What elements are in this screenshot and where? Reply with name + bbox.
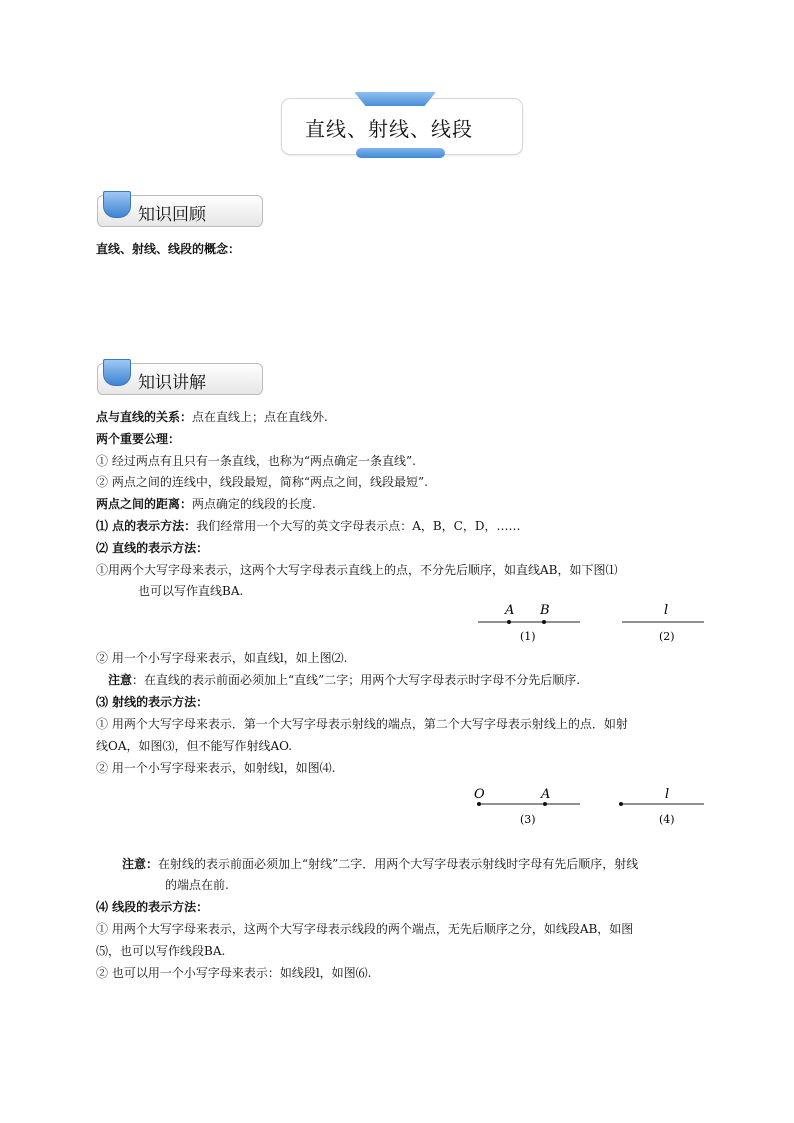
label-l: l bbox=[665, 787, 670, 802]
segment-repr-1: ① 用两个大写字母来表示，这两个大写字母表示线段的两个端点，无先后顺序之分，如线段AB，如图 bbox=[96, 922, 634, 936]
bookmark-icon bbox=[103, 191, 131, 218]
term-text: 点在直线上；点在直线外. bbox=[192, 410, 328, 424]
term-label: 点与直线的关系： bbox=[96, 410, 193, 424]
ray-endpoint bbox=[619, 802, 623, 806]
term-label: 两点之间的距离： bbox=[96, 497, 193, 511]
caption-2: (2) bbox=[659, 630, 675, 643]
point-line-relation bbox=[96, 409, 328, 425]
term-text: 两点确定的线段的长度. bbox=[192, 497, 316, 511]
note-text: 在射线的表示前面必须加上“射线”二字．用两个大写字母表示射线时字母有先后顺序，射线 bbox=[158, 857, 639, 871]
figure-line-diagrams bbox=[470, 598, 720, 648]
label-a: A bbox=[505, 603, 515, 618]
point-representation bbox=[96, 518, 520, 534]
term-label: ⑴ 点的表示方法： bbox=[96, 519, 197, 533]
label-a: A bbox=[541, 787, 551, 802]
note-label: 注意 bbox=[108, 673, 133, 687]
point-b bbox=[542, 620, 546, 624]
segment-repr-label: ⑷ 线段的表示方法： bbox=[96, 900, 209, 914]
axiom-1: ① 经过两点有且只有一条直线，也称为“两点确定一条直线”. bbox=[96, 454, 416, 468]
line-note bbox=[108, 672, 580, 688]
section-label: 知识回顾 bbox=[138, 205, 206, 225]
line-repr-1: ①用两个大写字母来表示，这两个大写字母表示直线上的点，不分先后顺序，如直线AB，如下图⑴ bbox=[96, 563, 618, 577]
label-l: l bbox=[664, 603, 669, 618]
caption-4: (4) bbox=[659, 813, 675, 826]
label-o: O bbox=[474, 787, 485, 802]
ray-note bbox=[122, 856, 638, 872]
ray-note-cont: 的端点在前. bbox=[165, 878, 229, 892]
point-o bbox=[477, 802, 481, 806]
label-b: B bbox=[540, 603, 550, 618]
page-title: 直线、射线、线段 bbox=[305, 117, 473, 141]
caption-1: (1) bbox=[520, 630, 536, 643]
note-text: ：在直线的表示前面必须加上“直线”二字；用两个大写字母表示时字母不分先后顺序. bbox=[132, 673, 581, 687]
ray-repr-2: ② 用一个小写字母来表示，如射线l，如图⑷. bbox=[96, 761, 336, 775]
section-header-lecture bbox=[97, 363, 263, 395]
point-a bbox=[507, 620, 511, 624]
distance-definition bbox=[96, 496, 316, 512]
section-header-review bbox=[97, 195, 263, 227]
line-repr-2: ② 用一个小写字母来表示，如直线l，如上图⑵. bbox=[96, 651, 348, 665]
concept-label: 直线、射线、线段的概念： bbox=[96, 242, 241, 256]
line-repr-label: ⑵ 直线的表示方法： bbox=[96, 541, 209, 555]
note-label: 注意： bbox=[122, 857, 159, 871]
segment-repr-1b: ⑸，也可以写作线段BA. bbox=[96, 944, 226, 958]
axioms-label: 两个重要公理： bbox=[96, 432, 181, 446]
axiom-2: ② 两点之间的连线中，线段最短，简称“两点之间，线段最短”. bbox=[96, 475, 428, 489]
line-repr-1b: 也可以写作直线BA. bbox=[138, 584, 244, 598]
ray-repr-label: ⑶ 射线的表示方法： bbox=[96, 695, 209, 709]
ray-repr-1: ① 用两个大写字母来表示．第一个大写字母表示射线的端点，第二个大写字母表示射线上的点．如射 bbox=[96, 717, 628, 731]
ray-repr-1b: 线OA，如图⑶，但不能写作射线AO. bbox=[96, 739, 293, 753]
bookmark-icon bbox=[103, 359, 131, 386]
section-label: 知识讲解 bbox=[138, 373, 206, 393]
segment-repr-2: ② 也可以用一个小写字母来表示：如线段l，如图⑹. bbox=[96, 966, 372, 980]
title-ribbon-top bbox=[354, 92, 436, 106]
caption-3: (3) bbox=[520, 813, 536, 826]
point-a bbox=[543, 802, 547, 806]
term-text: 我们经常用一个大写的英文字母表示点：A，B，C，D，…… bbox=[196, 519, 521, 533]
figure-ray-diagrams bbox=[470, 782, 720, 832]
title-ribbon-bottom bbox=[356, 148, 445, 158]
